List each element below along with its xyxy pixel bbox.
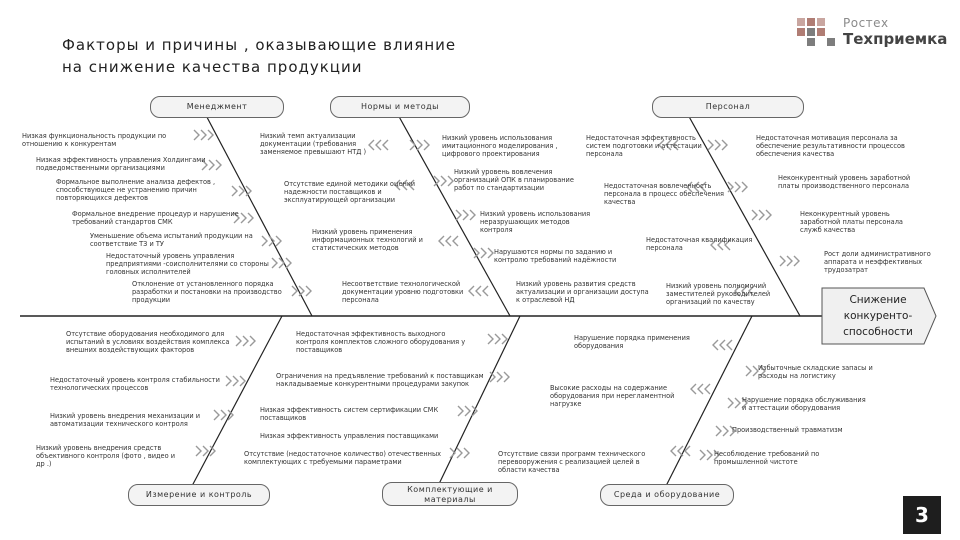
cause-label: Низкий уровень применения информационных технологий и статистических методов [312,228,423,252]
cause-label: Неконкурентный уровень заработной платы персонала служб качества [800,210,903,234]
cause-label: Нарушение порядка обслуживания и аттестации оборудования [742,396,866,412]
cause-label: Несоответствие технологической документации уровню подготовки персонала [342,280,464,304]
chevron-icon [713,340,732,350]
chevron-icon [728,182,747,192]
cause-label: Недостаточная мотивация персонала за обеспечение результативности процессов обеспечения качества [756,134,905,158]
cause-label: Производственный травматизм [732,426,843,434]
cause-label: Ограничения на предъявление требований к поставщикам накладываемые конкурентными процедурами закупок [276,372,484,388]
chevron-icon [369,140,388,150]
cause-label: Низкая эффективность управления Холдингами подведомственными организациями [36,156,206,172]
cause-label: Низкий уровень полномочий заместителей руководителей организаций по качеству [666,282,771,306]
cause-label: Низкий уровень вовлечения организаций ОПК в планирование работ по стандартизации [454,168,574,192]
chevron-icon [780,256,799,266]
cause-label: Нарушение порядка применения оборудования [574,334,690,350]
cause-label: Формальное выполнение анализа дефектов , способствующее не устранению причин повторяющихся дефектов [56,178,216,202]
category-personnel: Персонал [652,96,804,118]
cause-label: Недостаточная эффективность выходного контроля комплектов сложного оборудования у поставщиков [296,330,466,354]
cause-label: Отсутствие (недостаточное количество) отечественных комплектующих с требуемыми параметрами [244,450,442,466]
cause-label: Отсутствие единой методики оценки надежности поставщиков и эксплуатирующей организации [284,180,416,204]
chevron-icon [236,336,255,346]
logo-text-name: Техприемка [843,30,948,48]
logo-text-brand: Ростех [843,16,889,30]
cause-label: Низкий уровень внедрения механизации и автоматизации технического контроля [50,412,201,428]
cause-label: Низкий уровень использования неразрушающих методов контроля [480,210,591,234]
effect-box [820,286,938,346]
cause-label: Недостаточный уровень контроля стабильности технологических процессов [50,376,220,392]
chevron-icon [232,186,251,196]
category-management: Менеджмент [150,96,284,118]
chevron-icon [752,210,771,220]
cause-label: Недостаточная квалификация персонала [646,236,753,252]
chevron-icon [439,236,458,246]
category-norms: Нормы и методы [330,96,470,118]
chevron-icon [196,446,215,456]
category-components: Комплектующие и материалы [382,482,518,506]
cause-label: Низкая функциональность продукции по отношению к конкурентам [22,132,167,148]
page-title: Факторы и причины , оказывающие влияние на снижение качества продукции [62,36,457,76]
cause-label: Низкий уровень использования имитационного моделирования , цифрового проектирования [442,134,558,158]
chevron-icon [456,210,475,220]
chevron-icon [488,334,507,344]
page-number: 3 [903,496,941,534]
chevron-icon [194,130,213,140]
cause-label: Формальное внедрение процедур и нарушение требований стандартов СМК [72,210,239,226]
cause-label: Низкий уровень внедрения средств объективного контроля (фото , видео и др .) [36,444,176,468]
cause-label: Несоблюдение требований по промышленной чистоте [714,450,820,466]
cause-label: Недостаточная эффективность систем подготовки и аттестации персонала [586,134,702,158]
cause-label: Низкий уровень развития средств актуализации и организации доступа к отраслевой НД [516,280,649,304]
effect-label: Снижение конкуренто- способности [843,294,913,338]
category-measurement: Измерение и контроль [128,484,270,506]
cause-label: Низкая эффективность управления поставщиками [260,432,439,440]
chevron-icon [469,286,488,296]
chevron-icon [671,446,690,456]
cause-label: Высокие расходы на содержание оборудования при нерегламентной нагрузке [550,384,675,408]
cause-label: Отсутствие оборудования необходимого для испытаний в условиях воздействия комплекса внешних воздействующих факторов [66,330,230,354]
category-environment: Среда и оборудование [600,484,734,506]
cause-label: Нарушаются нормы по заданию и контролю требований надёжности [494,248,617,264]
chevron-icon [708,140,727,150]
chevron-icon [691,384,710,394]
chevron-icon [226,376,245,386]
chevron-icon [292,286,311,296]
chevron-icon [262,236,281,246]
cause-label: Недостаточный уровень управления предприятиями -соисполнителями со стороны головных исполнителей [106,252,269,276]
cause-label: Недостаточная вовлеченность персонала в процесс обеспечения качества [604,182,724,206]
cause-label: Избыточные складские запасы и расходы на логистику [758,364,873,380]
cause-label: Низкая эффективность систем сертификации СМК поставщиков [260,406,439,422]
cause-label: Неконкурентный уровень заработной платы производственного персонала [778,174,911,190]
cause-label: Отсутствие связи программ технического перевооружения с реализацией целей в области качества [498,450,646,474]
cause-label: Низкий темп актуализации документации (требования заменяемое превышают НТД ) [260,132,367,156]
cause-label: Отклонение от установленного порядка разработки и постановки на производство продукции [132,280,282,304]
cause-label: Уменьшение объема испытаний продукции на соответствие ТЗ и ТУ [90,232,253,248]
cause-label: Рост доли административного аппарата и неэффективных трудозатрат [824,250,931,274]
